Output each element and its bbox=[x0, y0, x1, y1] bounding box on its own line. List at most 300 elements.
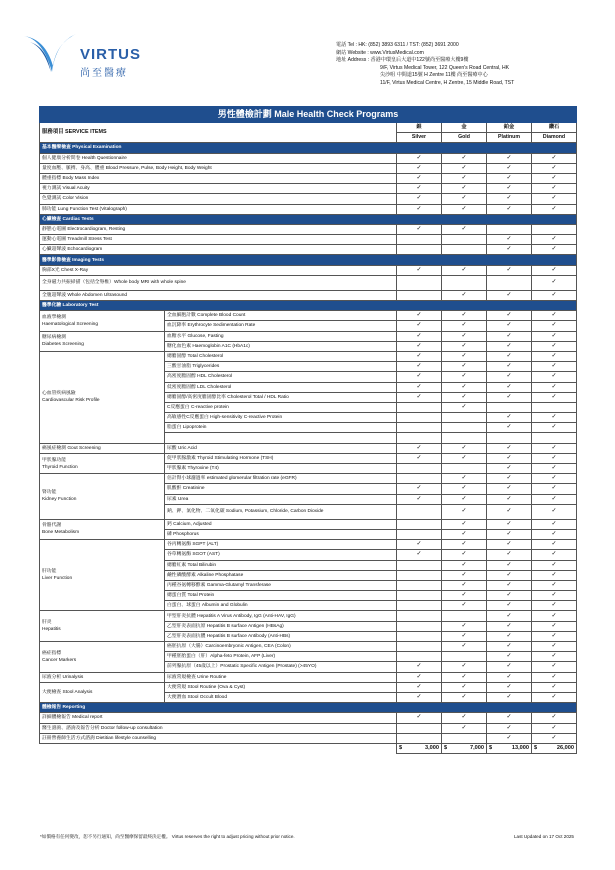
test-item: 高敏感性C反應蛋白 High-sensitivity C-reactive Protein bbox=[165, 413, 397, 423]
test-item: 高密度膽固醇 HDL Cholesterol bbox=[165, 372, 397, 382]
check-icon: ✓ bbox=[506, 465, 512, 472]
check-icon: ✓ bbox=[416, 225, 422, 232]
check-icon: ✓ bbox=[461, 164, 467, 171]
service-item: 胸部X光 Chest X-Ray bbox=[40, 265, 397, 275]
check-icon: ✓ bbox=[461, 373, 467, 380]
check-icon: ✓ bbox=[461, 622, 467, 629]
test-item: 尿酸 Uric Acid bbox=[165, 443, 397, 453]
check-cell bbox=[532, 621, 577, 631]
check-cell bbox=[397, 621, 442, 631]
table-row bbox=[40, 275, 577, 290]
price-amount: 3,000 bbox=[425, 744, 439, 751]
check-cell bbox=[532, 453, 577, 463]
check-cell bbox=[397, 245, 442, 255]
table-row bbox=[40, 443, 577, 453]
service-items-header: 服務項目 SERVICE ITEMS bbox=[40, 123, 397, 143]
test-item: 肌酸酐 Creatinine bbox=[165, 484, 397, 494]
check-icon: ✓ bbox=[551, 592, 557, 599]
check-cell bbox=[532, 341, 577, 351]
check-cell bbox=[397, 382, 442, 392]
check-icon: ✓ bbox=[461, 495, 467, 502]
test-item: 低密度膽固醇 LDL Cholesterol bbox=[165, 382, 397, 392]
check-icon: ✓ bbox=[506, 551, 512, 558]
check-cell bbox=[487, 321, 532, 331]
check-cell bbox=[532, 372, 577, 382]
check-cell bbox=[532, 494, 577, 504]
check-icon: ✓ bbox=[461, 694, 467, 701]
check-cell bbox=[532, 204, 577, 214]
check-cell bbox=[397, 413, 442, 423]
check-cell bbox=[532, 402, 577, 412]
check-icon: ✓ bbox=[506, 581, 512, 588]
check-cell bbox=[487, 275, 532, 290]
check-cell bbox=[442, 423, 487, 433]
table-row bbox=[40, 331, 577, 341]
check-cell bbox=[532, 642, 577, 652]
table-row bbox=[40, 163, 577, 173]
check-icon: ✓ bbox=[506, 291, 512, 298]
check-cell bbox=[532, 529, 577, 539]
check-cell bbox=[397, 423, 442, 433]
check-icon: ✓ bbox=[551, 205, 557, 212]
check-icon: ✓ bbox=[416, 373, 422, 380]
check-cell bbox=[532, 662, 577, 672]
service-item: 肺功能 Lung Function Test (Vitalograph) bbox=[40, 204, 397, 214]
check-cell bbox=[397, 433, 442, 443]
check-cell bbox=[397, 204, 442, 214]
service-item: 個人健康分析問卷 Health Questionnaire bbox=[40, 153, 397, 163]
table-row bbox=[40, 311, 577, 321]
check-icon: ✓ bbox=[506, 622, 512, 629]
check-cell bbox=[442, 682, 487, 692]
check-icon: ✓ bbox=[416, 383, 422, 390]
check-cell bbox=[442, 275, 487, 290]
test-category bbox=[40, 443, 165, 453]
check-cell bbox=[532, 519, 577, 529]
check-icon: ✓ bbox=[461, 195, 467, 202]
test-category bbox=[40, 672, 165, 682]
check-icon: ✓ bbox=[461, 561, 467, 568]
table-row bbox=[40, 194, 577, 204]
check-cell bbox=[532, 672, 577, 682]
check-icon: ✓ bbox=[461, 541, 467, 548]
check-cell bbox=[442, 413, 487, 423]
test-category-label: 腎功能 Kidney Function bbox=[42, 490, 77, 503]
page-title: 男性體檢計劃 Male Health Check Programs bbox=[40, 107, 577, 123]
check-icon: ✓ bbox=[461, 683, 467, 690]
check-icon: ✓ bbox=[551, 653, 557, 660]
check-icon: ✓ bbox=[506, 663, 512, 670]
check-cell bbox=[487, 184, 532, 194]
test-category-label: 甲狀腺功能 Thyroid Function bbox=[42, 457, 78, 470]
check-icon: ✓ bbox=[551, 266, 557, 273]
check-icon: ✓ bbox=[506, 444, 512, 451]
test-category-label: 骨骼代謝 Bone Metabolism bbox=[42, 523, 80, 536]
check-cell bbox=[442, 453, 487, 463]
check-icon: ✓ bbox=[551, 312, 557, 319]
check-cell bbox=[397, 311, 442, 321]
check-icon: ✓ bbox=[416, 393, 422, 400]
check-cell bbox=[487, 163, 532, 173]
check-icon: ✓ bbox=[551, 612, 557, 619]
plan-platinum-zh: 鉑金 bbox=[487, 123, 532, 133]
test-item: 大便常規 Stool Routine (Ova & Cyst) bbox=[165, 682, 397, 692]
check-icon: ✓ bbox=[551, 424, 557, 431]
check-cell bbox=[532, 245, 577, 255]
check-cell bbox=[487, 494, 532, 504]
check-icon: ✓ bbox=[461, 363, 467, 370]
check-icon: ✓ bbox=[506, 154, 512, 161]
check-cell bbox=[487, 362, 532, 372]
price-currency: $ bbox=[399, 744, 403, 751]
check-icon: ✓ bbox=[461, 475, 467, 482]
plan-gold-en: Gold bbox=[442, 133, 487, 143]
brand-name: VIRTUS bbox=[80, 46, 142, 63]
check-cell bbox=[487, 621, 532, 631]
check-icon: ✓ bbox=[461, 312, 467, 319]
check-icon: ✓ bbox=[551, 322, 557, 329]
check-cell bbox=[487, 682, 532, 692]
check-cell bbox=[397, 163, 442, 173]
check-cell bbox=[397, 484, 442, 494]
check-cell bbox=[487, 652, 532, 662]
check-icon: ✓ bbox=[506, 724, 512, 731]
check-cell bbox=[397, 173, 442, 183]
test-item: 全血細胞計數 Complete Blood Count bbox=[165, 311, 397, 321]
check-cell bbox=[532, 275, 577, 290]
check-cell bbox=[487, 173, 532, 183]
test-item: 促甲狀腺激素 Thyroid Stimulating Hormone (TSH) bbox=[165, 453, 397, 463]
check-cell bbox=[397, 224, 442, 234]
table-row bbox=[40, 153, 577, 163]
check-cell bbox=[487, 464, 532, 474]
test-category-label: 大便檢查 Stool Analysis bbox=[42, 689, 93, 695]
check-icon: ✓ bbox=[506, 632, 512, 639]
check-icon: ✓ bbox=[551, 246, 557, 253]
check-icon: ✓ bbox=[416, 541, 422, 548]
check-cell bbox=[397, 713, 442, 723]
check-cell bbox=[397, 235, 442, 245]
check-icon: ✓ bbox=[506, 322, 512, 329]
test-category bbox=[40, 519, 165, 539]
check-cell bbox=[487, 433, 532, 443]
test-item: 前列腺抗原（45歲以上）Prostatic Specific Antigen (Prostate) (>45YO) bbox=[165, 662, 397, 672]
check-icon: ✓ bbox=[416, 673, 422, 680]
price-amount: 13,000 bbox=[511, 744, 529, 751]
check-cell bbox=[532, 540, 577, 550]
check-icon: ✓ bbox=[506, 643, 512, 650]
check-cell bbox=[532, 504, 577, 519]
check-cell bbox=[487, 290, 532, 300]
check-cell bbox=[442, 652, 487, 662]
check-icon: ✓ bbox=[416, 322, 422, 329]
check-icon: ✓ bbox=[461, 531, 467, 538]
check-cell bbox=[487, 484, 532, 494]
check-cell bbox=[487, 519, 532, 529]
check-cell bbox=[397, 631, 442, 641]
check-cell bbox=[442, 662, 487, 672]
check-cell bbox=[442, 351, 487, 361]
check-icon: ✓ bbox=[461, 602, 467, 609]
check-cell bbox=[487, 392, 532, 402]
contact-website[interactable]: 網站 Website : www.VirtusMedical.com bbox=[336, 49, 424, 56]
check-icon: ✓ bbox=[461, 383, 467, 390]
test-item: 脂蛋白 Lipoprotein bbox=[165, 423, 397, 433]
check-cell bbox=[487, 642, 532, 652]
check-cell bbox=[442, 245, 487, 255]
plan-price bbox=[487, 743, 532, 753]
section-title: 基本醫療檢查 Physical Examination bbox=[40, 143, 577, 153]
check-icon: ✓ bbox=[506, 612, 512, 619]
price-spacer bbox=[40, 743, 397, 753]
check-icon: ✓ bbox=[416, 683, 422, 690]
check-icon: ✓ bbox=[461, 353, 467, 360]
check-icon: ✓ bbox=[506, 424, 512, 431]
check-cell bbox=[532, 723, 577, 733]
check-icon: ✓ bbox=[416, 175, 422, 182]
check-cell bbox=[397, 611, 442, 621]
check-cell bbox=[487, 560, 532, 570]
check-icon: ✓ bbox=[416, 495, 422, 502]
check-cell bbox=[487, 311, 532, 321]
check-cell bbox=[532, 235, 577, 245]
check-icon: ✓ bbox=[506, 353, 512, 360]
check-cell bbox=[442, 733, 487, 743]
check-icon: ✓ bbox=[551, 551, 557, 558]
service-item: 註冊營養師生活方式諮詢 Dietitian lifestyle counselling bbox=[40, 733, 397, 743]
check-cell bbox=[397, 194, 442, 204]
check-cell bbox=[397, 265, 442, 275]
check-cell bbox=[397, 733, 442, 743]
check-cell bbox=[442, 311, 487, 321]
section-title: 醫學影像檢查 Imaging Tests bbox=[40, 255, 577, 265]
check-icon: ✓ bbox=[551, 185, 557, 192]
test-item: 血糖水平 Glucose, Fasting bbox=[165, 331, 397, 341]
check-icon: ✓ bbox=[461, 673, 467, 680]
check-icon: ✓ bbox=[551, 581, 557, 588]
check-cell bbox=[532, 163, 577, 173]
test-item: 甲狀腺素 Thyroxine (T4) bbox=[165, 464, 397, 474]
check-cell bbox=[397, 372, 442, 382]
check-icon: ✓ bbox=[416, 332, 422, 339]
table-row bbox=[40, 642, 577, 652]
service-item: 量度血壓、脈搏、身高、體重 Blood Pressure, Pulse, Body Height, Body Weight bbox=[40, 163, 397, 173]
test-category bbox=[40, 331, 165, 351]
check-cell bbox=[442, 331, 487, 341]
check-cell bbox=[397, 504, 442, 519]
check-cell bbox=[397, 392, 442, 402]
check-cell bbox=[397, 474, 442, 484]
check-cell bbox=[532, 631, 577, 641]
check-cell bbox=[532, 184, 577, 194]
check-icon: ✓ bbox=[551, 465, 557, 472]
test-item: 丙種谷氨轉移酵素 Gamma-Glutamyl Transferase bbox=[165, 580, 397, 590]
footer-disclaimer: *如價格有任何變改，恕不另行通知，尚至醫療保留最終決定權。 Virtus reserves the right to adjust pricing without prior notice. bbox=[40, 834, 295, 839]
test-item: 尿素 Urea bbox=[165, 494, 397, 504]
test-category-label: 尿液分析 Urinalysis bbox=[42, 674, 84, 680]
check-icon: ✓ bbox=[506, 205, 512, 212]
test-category-label: 肝功能 Liver Function bbox=[42, 569, 73, 582]
check-icon: ✓ bbox=[506, 393, 512, 400]
check-cell bbox=[487, 341, 532, 351]
test-item: 總蛋白質 Total Protein bbox=[165, 591, 397, 601]
check-cell bbox=[487, 194, 532, 204]
check-icon: ✓ bbox=[461, 444, 467, 451]
check-cell bbox=[532, 733, 577, 743]
check-icon: ✓ bbox=[506, 383, 512, 390]
check-icon: ✓ bbox=[461, 571, 467, 578]
check-icon: ✓ bbox=[551, 571, 557, 578]
test-item: 谷草轉氨酶 SGOT (AST) bbox=[165, 550, 397, 560]
check-icon: ✓ bbox=[461, 714, 467, 721]
check-icon: ✓ bbox=[461, 332, 467, 339]
check-cell bbox=[532, 474, 577, 484]
test-item: 估計腎小球濾過率 estimated glomerular filtration rate (eGFR) bbox=[165, 474, 397, 484]
check-cell bbox=[487, 423, 532, 433]
check-icon: ✓ bbox=[551, 541, 557, 548]
check-cell bbox=[532, 423, 577, 433]
check-cell bbox=[487, 611, 532, 621]
virtus-logo bbox=[22, 32, 142, 92]
check-icon: ✓ bbox=[506, 266, 512, 273]
check-icon: ✓ bbox=[551, 164, 557, 171]
service-item: 詳細體檢報告 Medical report bbox=[40, 713, 397, 723]
check-icon: ✓ bbox=[416, 164, 422, 171]
service-item: 色覺測試 Color Vision bbox=[40, 194, 397, 204]
check-cell bbox=[532, 570, 577, 580]
check-cell bbox=[397, 601, 442, 611]
health-check-table-container bbox=[39, 106, 576, 754]
check-cell bbox=[397, 321, 442, 331]
check-cell bbox=[397, 519, 442, 529]
check-cell bbox=[442, 392, 487, 402]
check-cell bbox=[397, 652, 442, 662]
check-cell bbox=[442, 601, 487, 611]
check-icon: ✓ bbox=[551, 414, 557, 421]
test-item: 乙型肝炎表面抗體 Hepatitis B surface Antibody (Anti-HBs) bbox=[165, 631, 397, 641]
check-icon: ✓ bbox=[551, 520, 557, 527]
price-currency: $ bbox=[489, 744, 493, 751]
check-cell bbox=[532, 290, 577, 300]
check-cell bbox=[397, 464, 442, 474]
test-item: 甲種胚胎蛋白（肝）Alpha-feto Protein, AFP (Liver) bbox=[165, 652, 397, 662]
check-cell bbox=[487, 540, 532, 550]
check-icon: ✓ bbox=[551, 714, 557, 721]
check-cell bbox=[442, 402, 487, 412]
check-icon: ✓ bbox=[551, 683, 557, 690]
service-item: 靜態心電圖 Electrocardiogram, Resting bbox=[40, 224, 397, 234]
check-icon: ✓ bbox=[461, 291, 467, 298]
check-cell bbox=[487, 453, 532, 463]
table-row bbox=[40, 224, 577, 234]
check-icon: ✓ bbox=[506, 175, 512, 182]
check-cell bbox=[532, 173, 577, 183]
check-icon: ✓ bbox=[551, 454, 557, 461]
check-cell bbox=[397, 275, 442, 290]
service-item: 視力測試 Visual Acuity bbox=[40, 184, 397, 194]
table-row bbox=[40, 682, 577, 692]
check-icon: ✓ bbox=[551, 632, 557, 639]
check-cell bbox=[532, 591, 577, 601]
check-icon: ✓ bbox=[461, 643, 467, 650]
check-icon: ✓ bbox=[461, 225, 467, 232]
check-cell bbox=[442, 153, 487, 163]
check-icon: ✓ bbox=[551, 393, 557, 400]
virtus-logo-mark-icon bbox=[22, 32, 78, 80]
check-cell bbox=[397, 591, 442, 601]
check-icon: ✓ bbox=[416, 154, 422, 161]
check-cell bbox=[397, 331, 442, 341]
check-cell bbox=[532, 611, 577, 621]
check-icon: ✓ bbox=[461, 205, 467, 212]
check-cell bbox=[532, 550, 577, 560]
check-icon: ✓ bbox=[506, 592, 512, 599]
check-icon: ✓ bbox=[461, 551, 467, 558]
table-row bbox=[40, 184, 577, 194]
check-cell bbox=[487, 662, 532, 672]
plan-diamond-zh: 鑽石 bbox=[532, 123, 577, 133]
section-title: 醫學化驗 Laboratory Test bbox=[40, 301, 577, 311]
test-category bbox=[40, 474, 165, 520]
check-cell bbox=[487, 153, 532, 163]
check-icon: ✓ bbox=[416, 714, 422, 721]
check-cell bbox=[397, 570, 442, 580]
check-cell bbox=[442, 464, 487, 474]
check-icon: ✓ bbox=[551, 602, 557, 609]
check-icon: ✓ bbox=[506, 454, 512, 461]
check-cell bbox=[397, 184, 442, 194]
footer-last-updated: Last Updated on 17 Oct 2025 bbox=[513, 834, 574, 839]
check-cell bbox=[532, 560, 577, 570]
check-cell bbox=[532, 224, 577, 234]
check-cell bbox=[487, 204, 532, 214]
table-row bbox=[40, 611, 577, 621]
check-icon: ✓ bbox=[461, 485, 467, 492]
check-cell bbox=[487, 382, 532, 392]
check-cell bbox=[397, 642, 442, 652]
check-cell bbox=[487, 631, 532, 641]
check-cell bbox=[532, 682, 577, 692]
check-cell bbox=[487, 443, 532, 453]
table-row bbox=[40, 265, 577, 275]
check-cell bbox=[532, 362, 577, 372]
plan-header-zh-row bbox=[40, 123, 577, 133]
check-cell bbox=[442, 672, 487, 682]
check-icon: ✓ bbox=[506, 561, 512, 568]
table-row bbox=[40, 290, 577, 300]
check-cell bbox=[487, 591, 532, 601]
contact-block bbox=[336, 42, 514, 88]
check-icon: ✓ bbox=[506, 332, 512, 339]
check-icon: ✓ bbox=[461, 154, 467, 161]
test-item: 鈣 Calcium, Adjusted bbox=[165, 519, 397, 529]
check-icon: ✓ bbox=[551, 531, 557, 538]
check-cell bbox=[397, 560, 442, 570]
check-icon: ✓ bbox=[551, 291, 557, 298]
test-category bbox=[40, 351, 165, 443]
check-icon: ✓ bbox=[506, 694, 512, 701]
check-cell bbox=[532, 443, 577, 453]
check-icon: ✓ bbox=[506, 495, 512, 502]
check-icon: ✓ bbox=[506, 602, 512, 609]
check-icon: ✓ bbox=[551, 154, 557, 161]
contact-phone: 電話 Tel : HK: (852) 3893 6311 / TST: (852) 3691 2000 bbox=[336, 42, 459, 48]
check-cell bbox=[487, 235, 532, 245]
check-icon: ✓ bbox=[506, 520, 512, 527]
test-category bbox=[40, 642, 165, 673]
check-cell bbox=[532, 331, 577, 341]
plan-platinum-en: Platinum bbox=[487, 133, 532, 143]
